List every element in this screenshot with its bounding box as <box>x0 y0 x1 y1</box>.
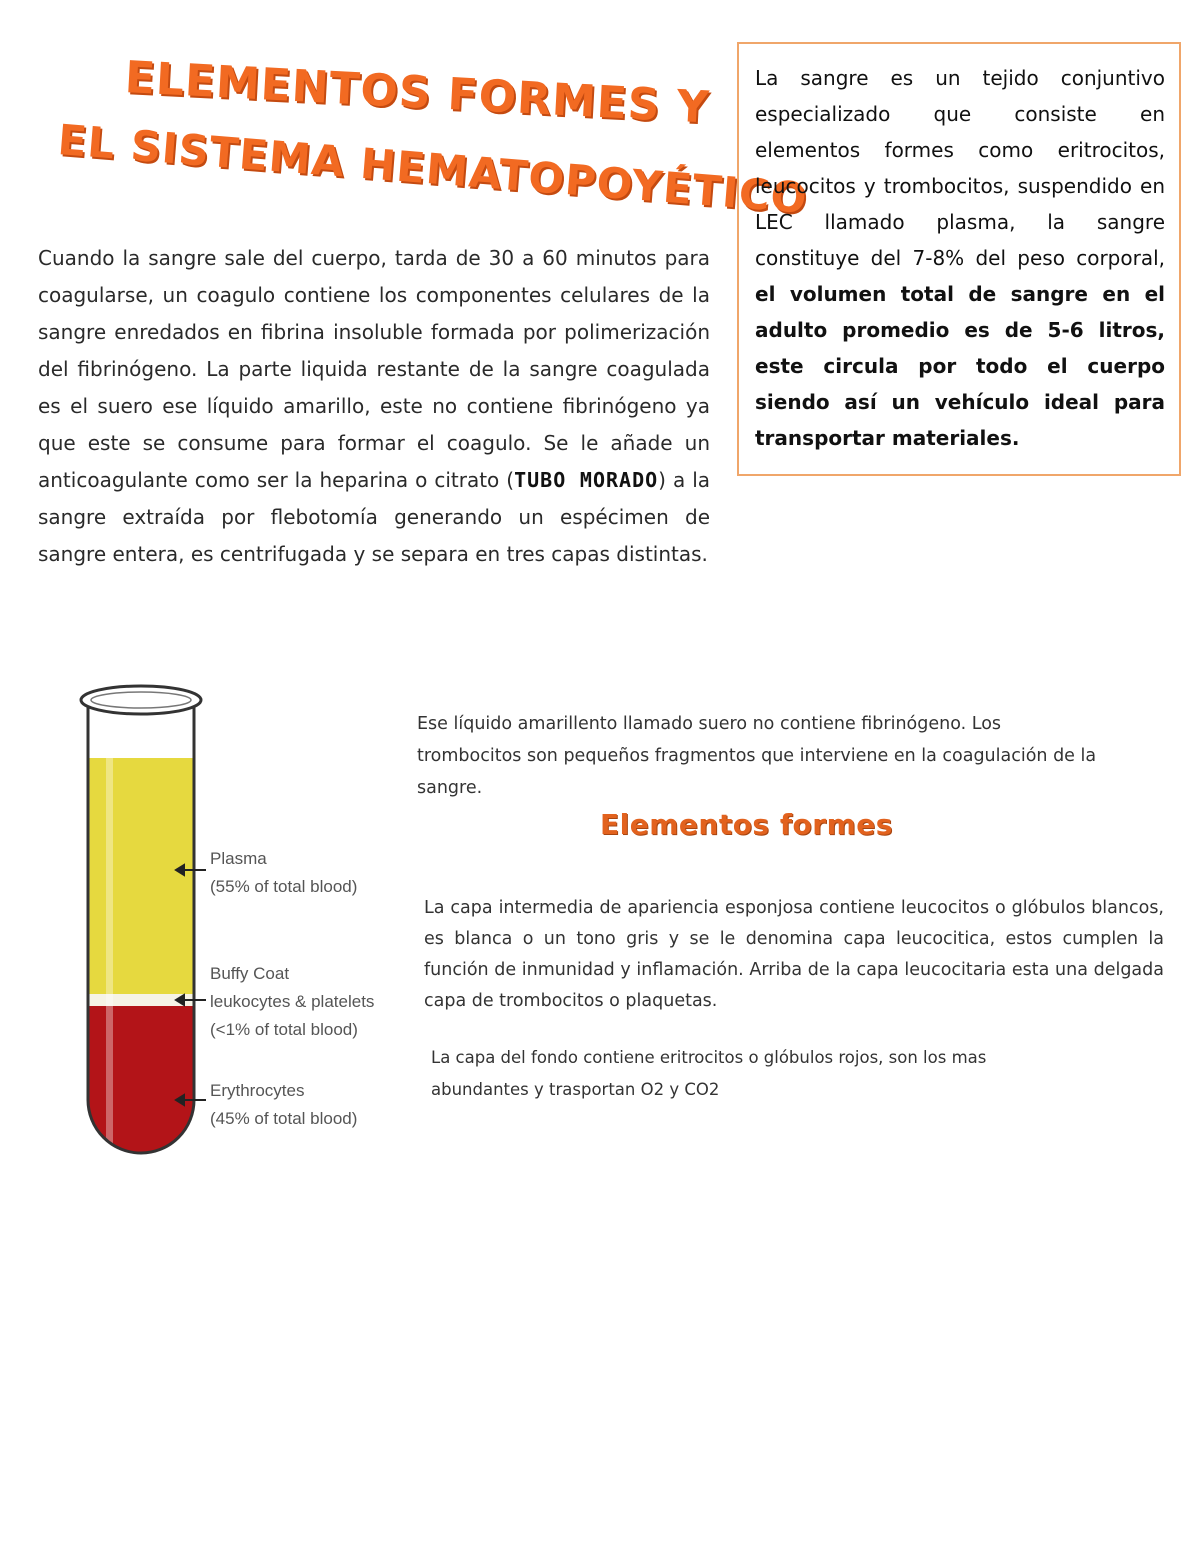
tube-rim <box>81 686 201 714</box>
blood-definition-normal: La sangre es un tejido conjuntivo especializado que consiste en elementos formes como eritrocitos, leucocitos y trombocitos, suspendido en LEC llamado plasma, la sangre constituye del 7-8% del peso corporal, <box>755 66 1165 270</box>
buffy-coat-label: Buffy Coat <box>210 964 290 983</box>
buffy-coat-paragraph: La capa intermedia de apariencia esponjosa contiene leucocitos o glóbulos blancos, es blanca o un tono gris y se le denomina capa leucocitica, estos cumplen la función de inmunidad y inflamación. Arriba de la capa leucocitaria esta una delgada capa de trombocitos o plaquetas. <box>424 898 1164 1011</box>
blood-definition-box <box>737 42 1181 476</box>
title-line-1: ELEMENTOS FORMES Y <box>123 52 711 134</box>
tube-shine <box>106 710 113 1150</box>
intro-paragraph <box>38 240 710 573</box>
title-line-2: EL SISTEMA HEMATOPOYÉTICO <box>56 115 810 223</box>
blood-definition-text <box>755 60 1165 456</box>
plasma-layer <box>66 758 226 996</box>
plasma-percentage: (55% of total blood) <box>210 877 358 896</box>
plasma-label: Plasma <box>210 849 267 868</box>
erythrocytes-percentage: (45% of total blood) <box>210 1109 358 1128</box>
blood-definition-bold: el volumen total de sangre en el adulto promedio es de 5-6 litros, este circula por todo el cuerpo siendo así un vehículo ideal para transportar materiales. <box>755 282 1165 450</box>
intro-text-after: ) a la sangre extraída por flebotomía generando un espécimen de sangre entera, es centrifugada y se separa en tres capas distintas. <box>38 468 711 566</box>
buffy-coat-sub: leukocytes & platelets <box>210 992 375 1011</box>
intro-text-before: Cuando la sangre sale del cuerpo, tarda de 30 a 60 minutos para coagularse, un coagulo contiene los componentes celulares de la sangre enredados en fibrina insoluble formada por polimerización del fibrinógeno. La parte liquida restante de la sangre coagulada es el suero ese líquido amarillo, este no contiene fibrinógeno ya que este se consume para formar el coagulo. Se le añade un anticoagulante como ser la heparina o citrato ( <box>38 246 710 492</box>
erythrocyte-paragraph: La capa del fondo contiene eritrocitos o glóbulos rojos, son los mas abundantes y trasportan O2 y CO2 <box>431 1048 987 1099</box>
erythrocytes-label: Erythrocytes <box>210 1081 305 1100</box>
erythrocyte-layer <box>66 1006 226 1206</box>
buffy-coat-percentage: (<1% of total blood) <box>210 1020 358 1039</box>
test-tube-diagram <box>66 670 396 1210</box>
tubo-morado-highlight: TUBO MORADO <box>514 468 659 492</box>
serum-paragraph: Ese líquido amarillento llamado suero no contiene fibrinógeno. Los trombocitos son pequeños fragmentos que interviene en la coagulación de la sangre. <box>417 714 1097 798</box>
section-subtitle: Elementos formes <box>600 808 893 841</box>
